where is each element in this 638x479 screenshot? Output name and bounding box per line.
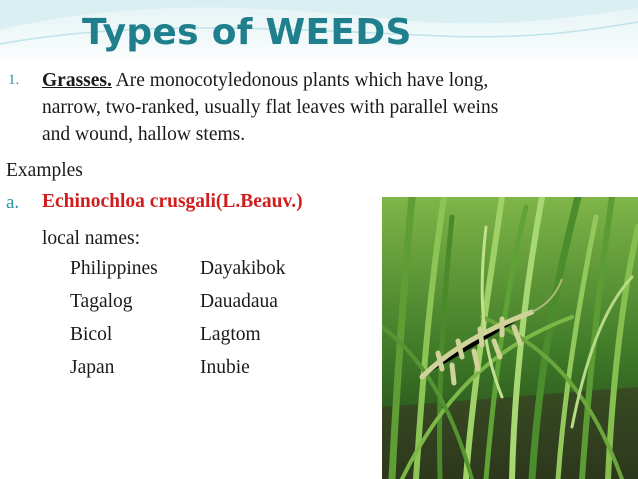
example-letter: a. bbox=[6, 192, 20, 213]
item-line-1 bbox=[42, 67, 488, 94]
local-name-row bbox=[70, 357, 286, 390]
species-name: Echinochloa crusgali(L.Beauv.) bbox=[42, 191, 303, 212]
local-name-row bbox=[70, 324, 286, 357]
grasses-heading: Grasses. bbox=[42, 70, 112, 91]
place-name: Japan bbox=[70, 357, 115, 378]
item-number: 1. bbox=[8, 72, 20, 88]
local-names-table bbox=[70, 258, 286, 390]
definition-line-2: narrow, two-ranked, usually flat leaves with parallel weins bbox=[42, 97, 499, 118]
grass-photo bbox=[382, 197, 638, 479]
local-name: Dauadaua bbox=[200, 291, 278, 312]
local-name: Dayakibok bbox=[200, 258, 286, 279]
definition-line-1: Are monocotyledonous plants which have long, bbox=[111, 70, 489, 91]
place-name: Bicol bbox=[70, 324, 113, 345]
local-name-row bbox=[70, 291, 286, 324]
slide-title: Types of WEEDS bbox=[82, 12, 412, 53]
examples-label: Examples bbox=[6, 160, 83, 181]
place-name: Tagalog bbox=[70, 291, 133, 312]
place-name: Philippines bbox=[70, 258, 158, 279]
local-name: Lagtom bbox=[200, 324, 261, 345]
local-name-row bbox=[70, 258, 286, 291]
definition-line-3: and wound, hallow stems. bbox=[42, 124, 246, 145]
local-name: Inubie bbox=[200, 357, 250, 378]
local-names-label: local names: bbox=[42, 228, 141, 249]
